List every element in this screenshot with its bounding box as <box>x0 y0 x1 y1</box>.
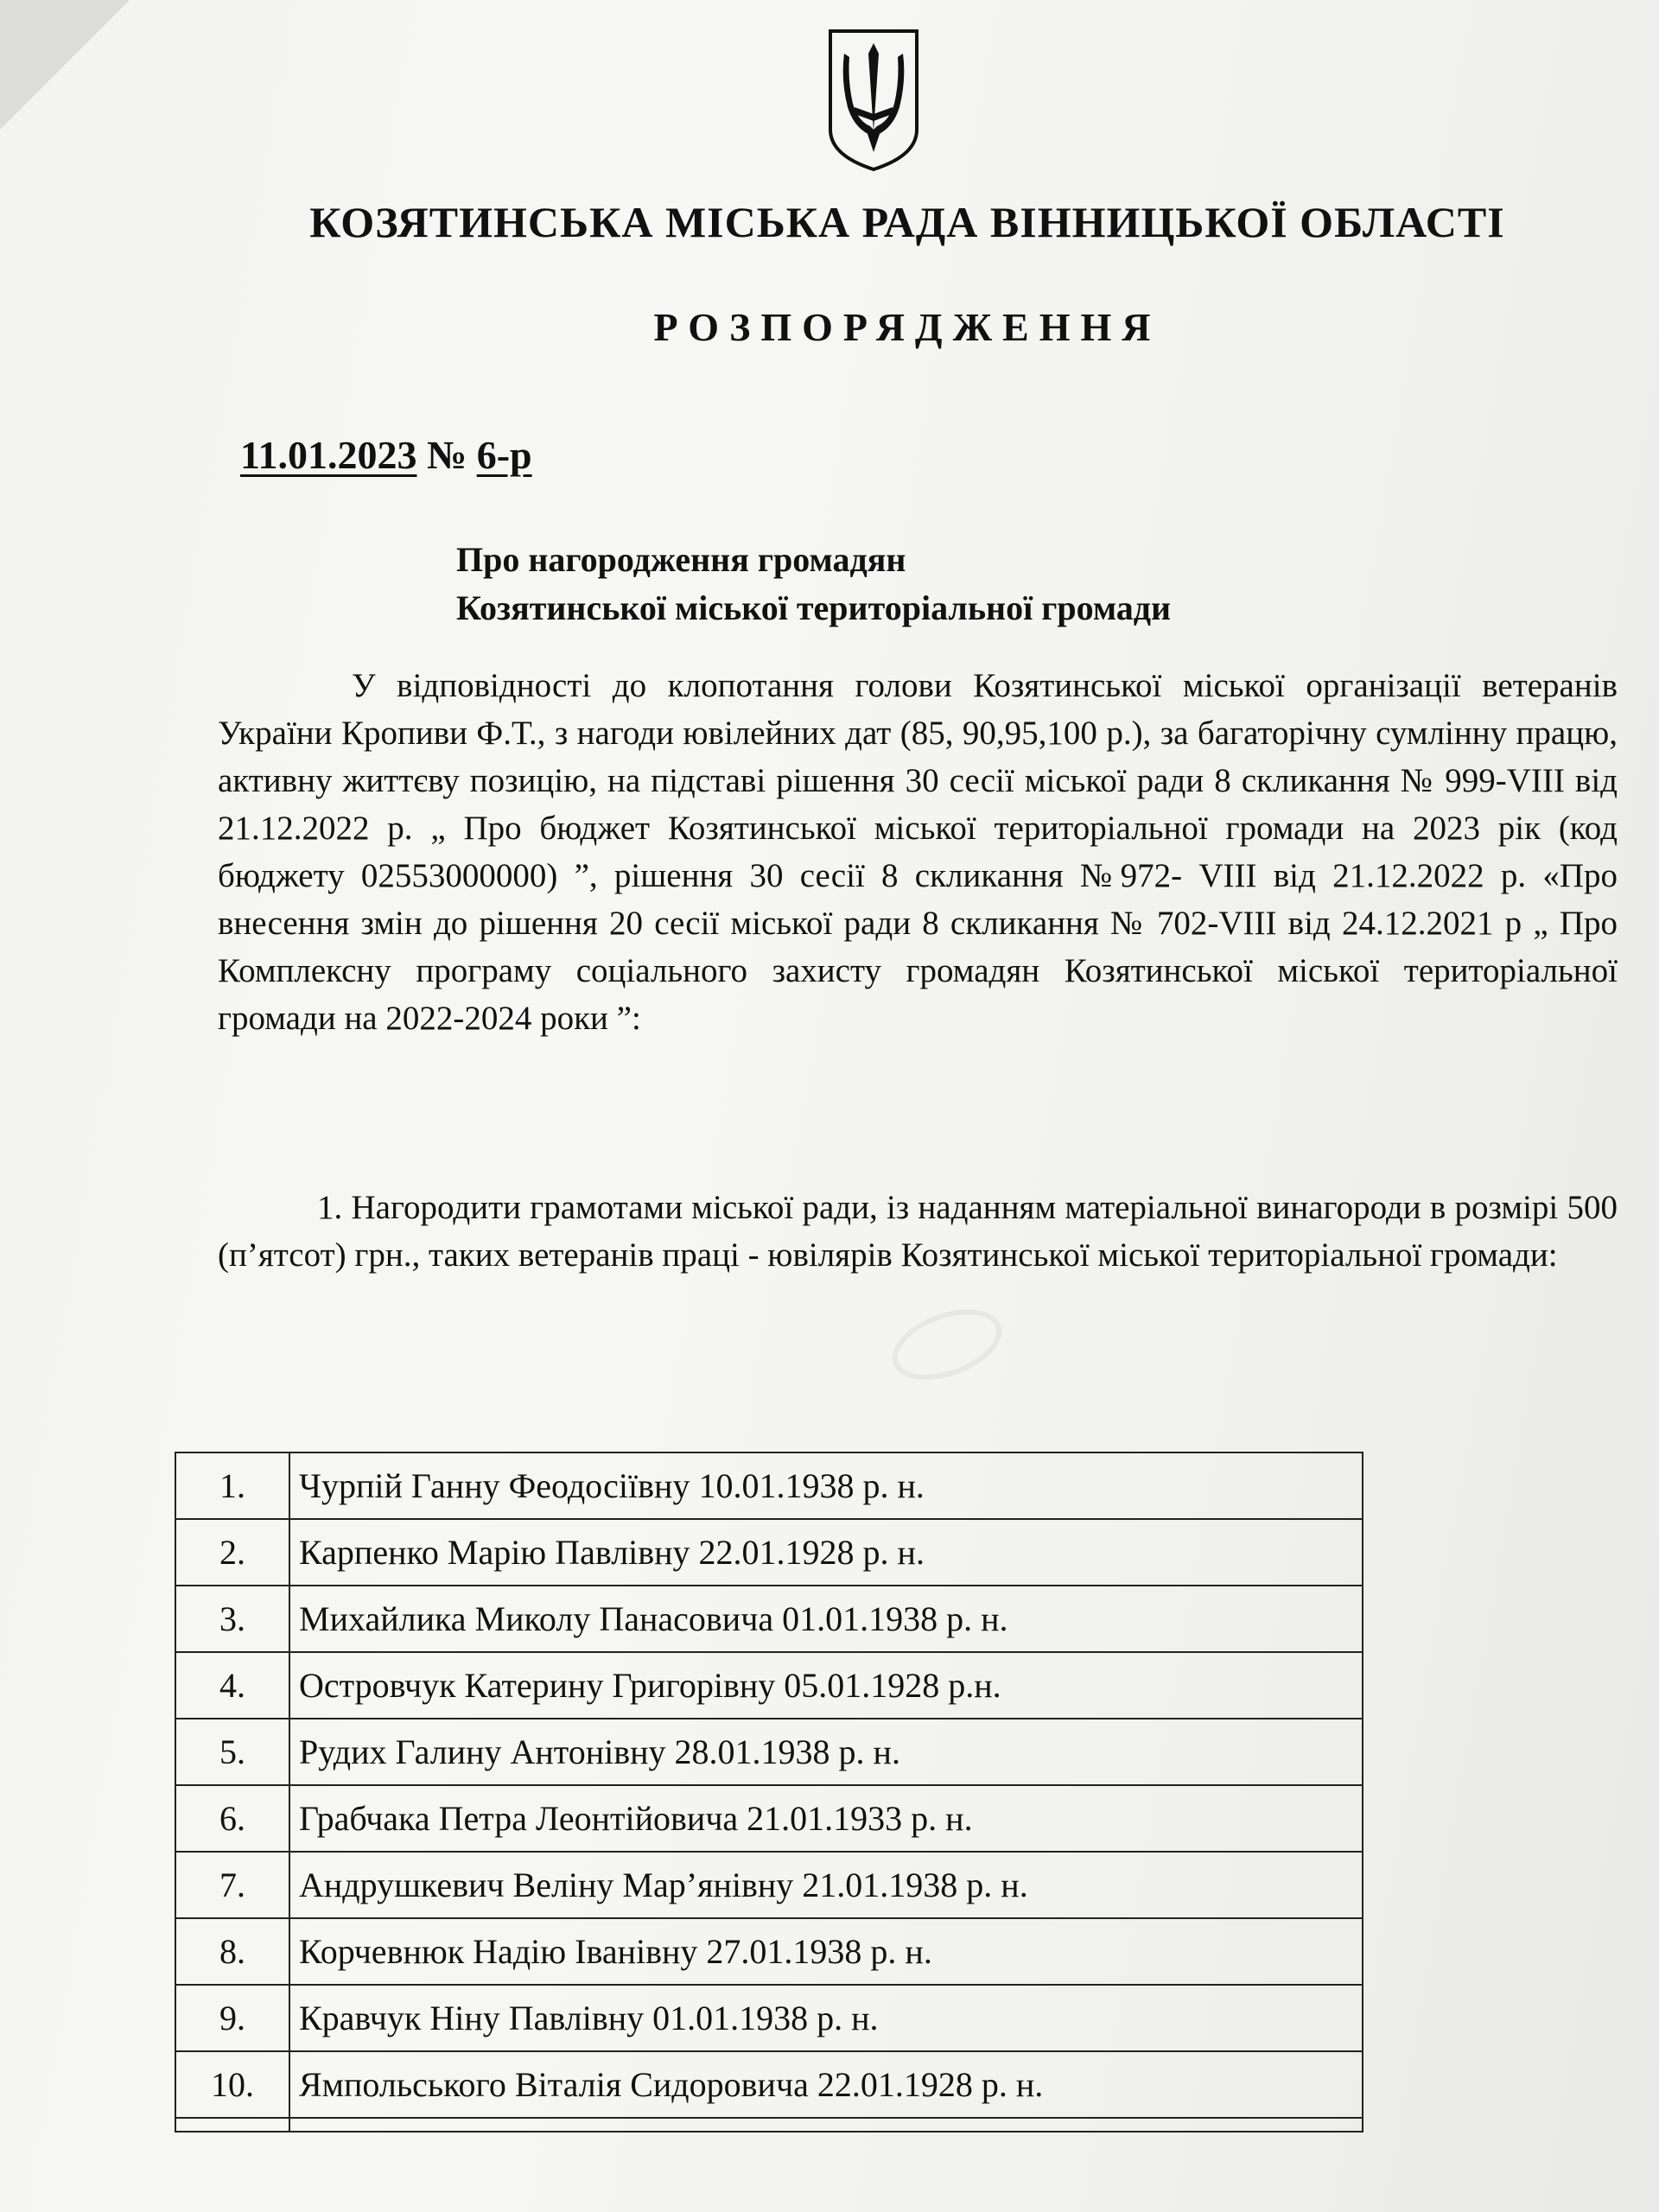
table-row <box>175 1785 1363 1852</box>
recipient-name: Андрушкевич Веліну Мар’янівну 21.01.1938 р. н. <box>289 1852 1363 1918</box>
trident-emblem-icon <box>825 28 922 173</box>
row-number: 9. <box>175 1985 289 2051</box>
recipient-name: Ямпольського Віталія Сидоровича 22.01.1928 р. н. <box>289 2051 1363 2118</box>
row-number: 1. <box>175 1452 289 1519</box>
row-number: 3. <box>175 1586 289 1652</box>
row-number: 10. <box>175 2051 289 2118</box>
row-number: 6. <box>175 1785 289 1852</box>
recipient-name: Чурпій Ганну Феодосіївну 10.01.1938 р. н. <box>289 1452 1363 1519</box>
table-row <box>175 1985 1363 2051</box>
bleed-through-mark <box>883 1296 1012 1394</box>
recipient-name: Островчук Катерину Григорівну 05.01.1928 р.н. <box>289 1652 1363 1719</box>
table-row <box>175 1852 1363 1918</box>
row-number: 8. <box>175 1918 289 1985</box>
table-row <box>175 1452 1363 1519</box>
empty-cell <box>175 2118 289 2132</box>
table-row <box>175 1519 1363 1586</box>
table-row <box>175 1652 1363 1719</box>
row-number: 7. <box>175 1852 289 1918</box>
recipient-name: Карпенко Марію Павлівну 22.01.1928 р. н. <box>289 1519 1363 1586</box>
recipient-name: Михайлика Миколу Панасовича 01.01.1938 р. н. <box>289 1586 1363 1652</box>
table-empty-row <box>175 2118 1363 2132</box>
table-row <box>175 1586 1363 1652</box>
row-number: 4. <box>175 1652 289 1719</box>
document-number: 6-р <box>476 433 532 477</box>
council-title: КОЗЯТИНСЬКА МІСЬКА РАДА ВІННИЦЬКОЇ ОБЛАСТІ <box>309 198 1505 246</box>
recipient-name: Грабчака Петра Леонтійовича 21.01.1933 р. н. <box>289 1785 1363 1852</box>
document-type: РОЗПОРЯДЖЕННЯ <box>653 305 1161 349</box>
number-sign: № <box>426 433 467 477</box>
table-row <box>175 2051 1363 2118</box>
document-subject <box>456 536 1171 632</box>
empty-cell <box>289 2118 1363 2132</box>
item-1-paragraph: 1. Нагородити грамотами міської ради, із наданням матеріальної винагороди в розмірі 500 (п’ятсот) грн., таких ветеранів праці - ювілярів Козятинської міської територіальної громади: <box>218 1189 1618 1274</box>
document-date: 11.01.2023 <box>240 433 417 477</box>
table-row <box>175 1918 1363 1985</box>
row-number: 2. <box>175 1519 289 1586</box>
subject-line-1: Про нагородження громадян <box>456 540 906 579</box>
preamble-paragraph: У відповідності до клопотання голови Козятинської міської організації ветеранів України Кропиви Ф.Т., з нагоди ювілейних дат (85, 90,95,100 р.), за багаторічну сумлінну працю, активну життєву позицію, на підставі рішення 30 сесії міської ради 8 скликання № 999-VIII від 21.12.2022 р. „ Про бюджет Козятинської міської територіальної громади на 2023 рік (код бюджету 02553000000) ”, рішення 30 сесії 8 скликання №972- VIII від 21.12.2022 р. «Про внесення змін до рішення 20 сесії міської ради 8 скликання № 702-VIII від 24.12.2021 р „ Про Комплексну програму соціального захисту громадян Козятинської міської територіальної громади на 2022-2024 роки ”: <box>218 667 1618 1037</box>
date-number-line <box>240 432 532 478</box>
subject-line-2: Козятинської міської територіальної громади <box>456 588 1172 627</box>
recipient-name: Рудих Галину Антонівну 28.01.1938 р. н. <box>289 1719 1363 1785</box>
page-corner-fold <box>0 0 130 130</box>
recipients-table <box>175 1452 1363 2133</box>
recipient-name: Корчевнюк Надію Іванівну 27.01.1938 р. н. <box>289 1918 1363 1985</box>
row-number: 5. <box>175 1719 289 1785</box>
table-row <box>175 1719 1363 1785</box>
recipient-name: Кравчук Ніну Павлівну 01.01.1938 р. н. <box>289 1985 1363 2051</box>
